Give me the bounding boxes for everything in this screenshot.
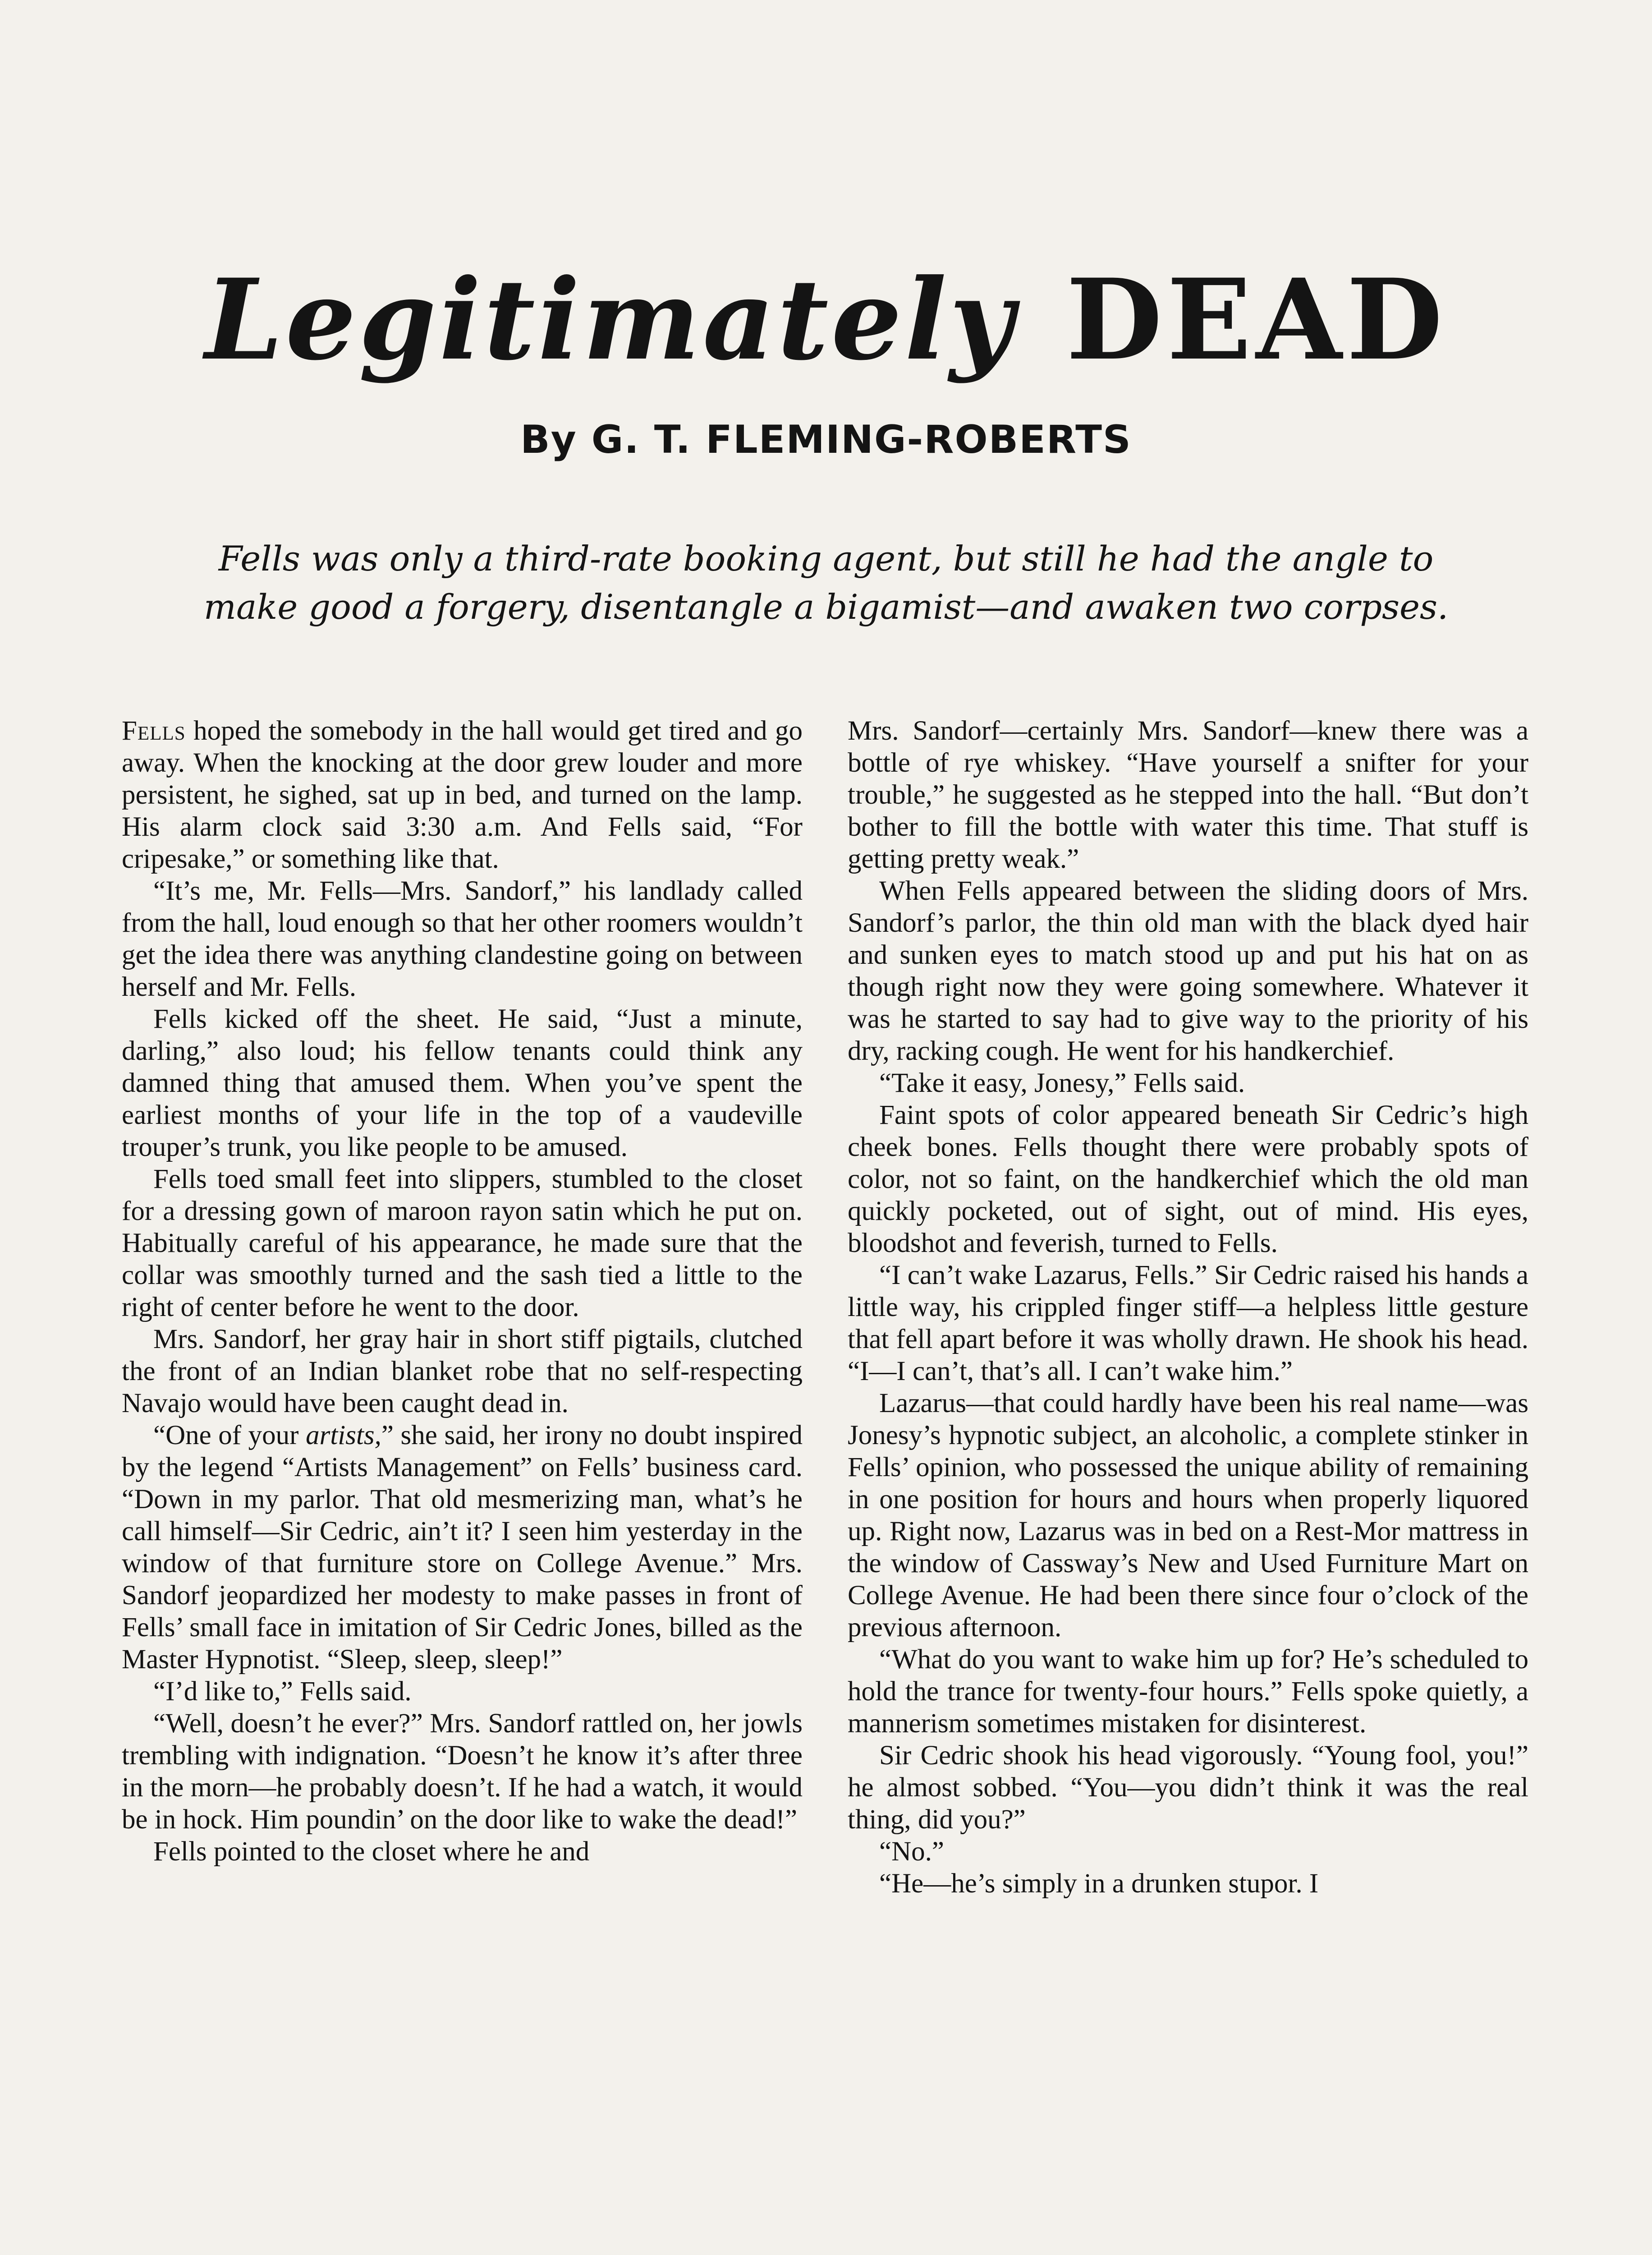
paragraph: “I’d like to,” Fells said. (153, 1676, 412, 1707)
emphasis-text: artists, (306, 1420, 381, 1450)
paragraph: “He—he’s simply in a drunken stupor. I (879, 1868, 1319, 1899)
paragraph: Sir Cedric shook his head vigorously. “Young fool, you!” he almost sobbed. “You—you didn’t think it was the real thing, did you?” (848, 1740, 1528, 1835)
story-title (0, 253, 1652, 388)
title-italic-word: Legitimately (205, 255, 1017, 385)
paragraph: Fells pointed to the closet where he and (153, 1836, 590, 1867)
paragraph: “I can’t wake Lazarus, Fells.” Sir Cedric raised his hands a little way, his crippled finger stiff—a helpless little gesture that fell apart before it was wholly drawn. He shook his head. “I—I can’t, that’s all. I can’t wake him.” (848, 1260, 1528, 1386)
story-deck: Fells was only a third-rate booking agent, but still he had the angle to make good a forgery, disentangle a bigamist—and awaken two corpses. (203, 538, 1449, 627)
paragraph-text: “One of your (153, 1420, 306, 1450)
paragraph: “It’s me, Mr. Fells—Mrs. Sandorf,” his landlady called from the hall, loud enough so that her other roomers wouldn’t get the idea there was anything clandestine going on between herself and Mr. Fells. (122, 876, 803, 1002)
paragraph: Faint spots of color appeared beneath Sir Cedric’s high cheek bones. Fells thought there were probably spots of color, not so faint, on the handkerchief which the old man quickly pocketed, out of sight, out of mind. His eyes, bloodshot and feverish, turned to Fells. (848, 1100, 1528, 1258)
right-column (848, 715, 1528, 2255)
paragraph: “No.” (879, 1836, 944, 1867)
paragraph (122, 1419, 803, 1675)
body-columns (122, 715, 1528, 2255)
title-caps-word: DEAD (1066, 255, 1447, 385)
paragraph-text: ” she said, her irony no doubt inspired by the legend “Artists Management” on Fells’ business card. “Down in my parlor. That old mesmerizing man, what’s he call himself—Sir Cedric, ain’t it? I seen him yesterday in the window of that furniture store on College Avenue.” Mrs. Sandorf jeopardized her modesty to make passes in front of Fells’ small face in imitation of Sir Cedric Jones, billed as the Master Hypnotist. “Sleep, sleep, sleep!” (122, 1420, 803, 1675)
byline: By G. T. FLEMING-ROBERTS (520, 417, 1132, 462)
paragraph: “What do you want to wake him up for? He’s scheduled to hold the trance for twenty-four hours.” Fells spoke quietly, a mannerism sometimes mistaken for disinterest. (848, 1644, 1528, 1739)
paragraph: “Take it easy, Jonesy,” Fells said. (879, 1068, 1245, 1098)
left-column (122, 715, 803, 2255)
paragraph: Mrs. Sandorf—certainly Mrs. Sandorf—knew there was a bottle of rye whiskey. “Have yourself a snifter for your trouble,” he suggested as he stepped into the hall. “But don’t bother to fill the bottle with water this time. That stuff is getting pretty weak.” (848, 716, 1528, 874)
paragraph-text: hoped the somebody in the hall would get tired and go away. When the knocking at the door grew louder and more persistent, he sighed, sat up in bed, and turned on the lamp. His alarm clock said 3:30 a.m. And Fells said, “For cripesake,” or something like that. (122, 716, 803, 874)
paragraph: Fells kicked off the sheet. He said, “Just a minute, darling,” also loud; his fellow tenants could think any damned thing that amused them. When you’ve spent the earliest months of your life in the top of a vaudeville trouper’s trunk, you like people to be amused. (122, 1004, 803, 1162)
paragraph: Lazarus—that could hardly have been his real name—was Jonesy’s hypnotic subject, an alcoholic, a complete stinker in Fells’ opinion, who possessed the unique ability of remaining in one position for hours and hours when properly liquored up. Right now, Lazarus was in bed on a Rest-Mor mattress in the window of Cassway’s New and Used Furniture Mart on College Avenue. He had been there since four o’clock of the previous afternoon. (848, 1388, 1528, 1643)
paragraph (122, 715, 803, 875)
paragraph: Fells toed small feet into slippers, stumbled to the closet for a dressing gown of maroon rayon satin which he put on. Habitually careful of his appearance, he made sure that the collar was smoothly turned and the sash tied a little to the right of center before he went to the door. (122, 1164, 803, 1322)
paragraph: When Fells appeared between the sliding doors of Mrs. Sandorf’s parlor, the thin old man with the black dyed hair and sunken eyes to match stood up and put his hat on as though right now they were going somewhere. Whatever it was he started to say had to give way to the priority of his dry, racking cough. He went for his handkerchief. (848, 876, 1528, 1066)
paragraph: Mrs. Sandorf, her gray hair in short stiff pigtails, clutched the front of an Indian blanket robe that no self-respecting Navajo would have been caught dead in. (122, 1324, 803, 1418)
drop-lead-word: Fells (122, 716, 186, 746)
paragraph: “Well, doesn’t he ever?” Mrs. Sandorf rattled on, her jowls trembling with indignation. “Doesn’t he know it’s after three in the morn—he probably doesn’t. If he had a watch, it would be in hock. Him poundin’ on the door like to wake the dead!” (122, 1708, 803, 1835)
